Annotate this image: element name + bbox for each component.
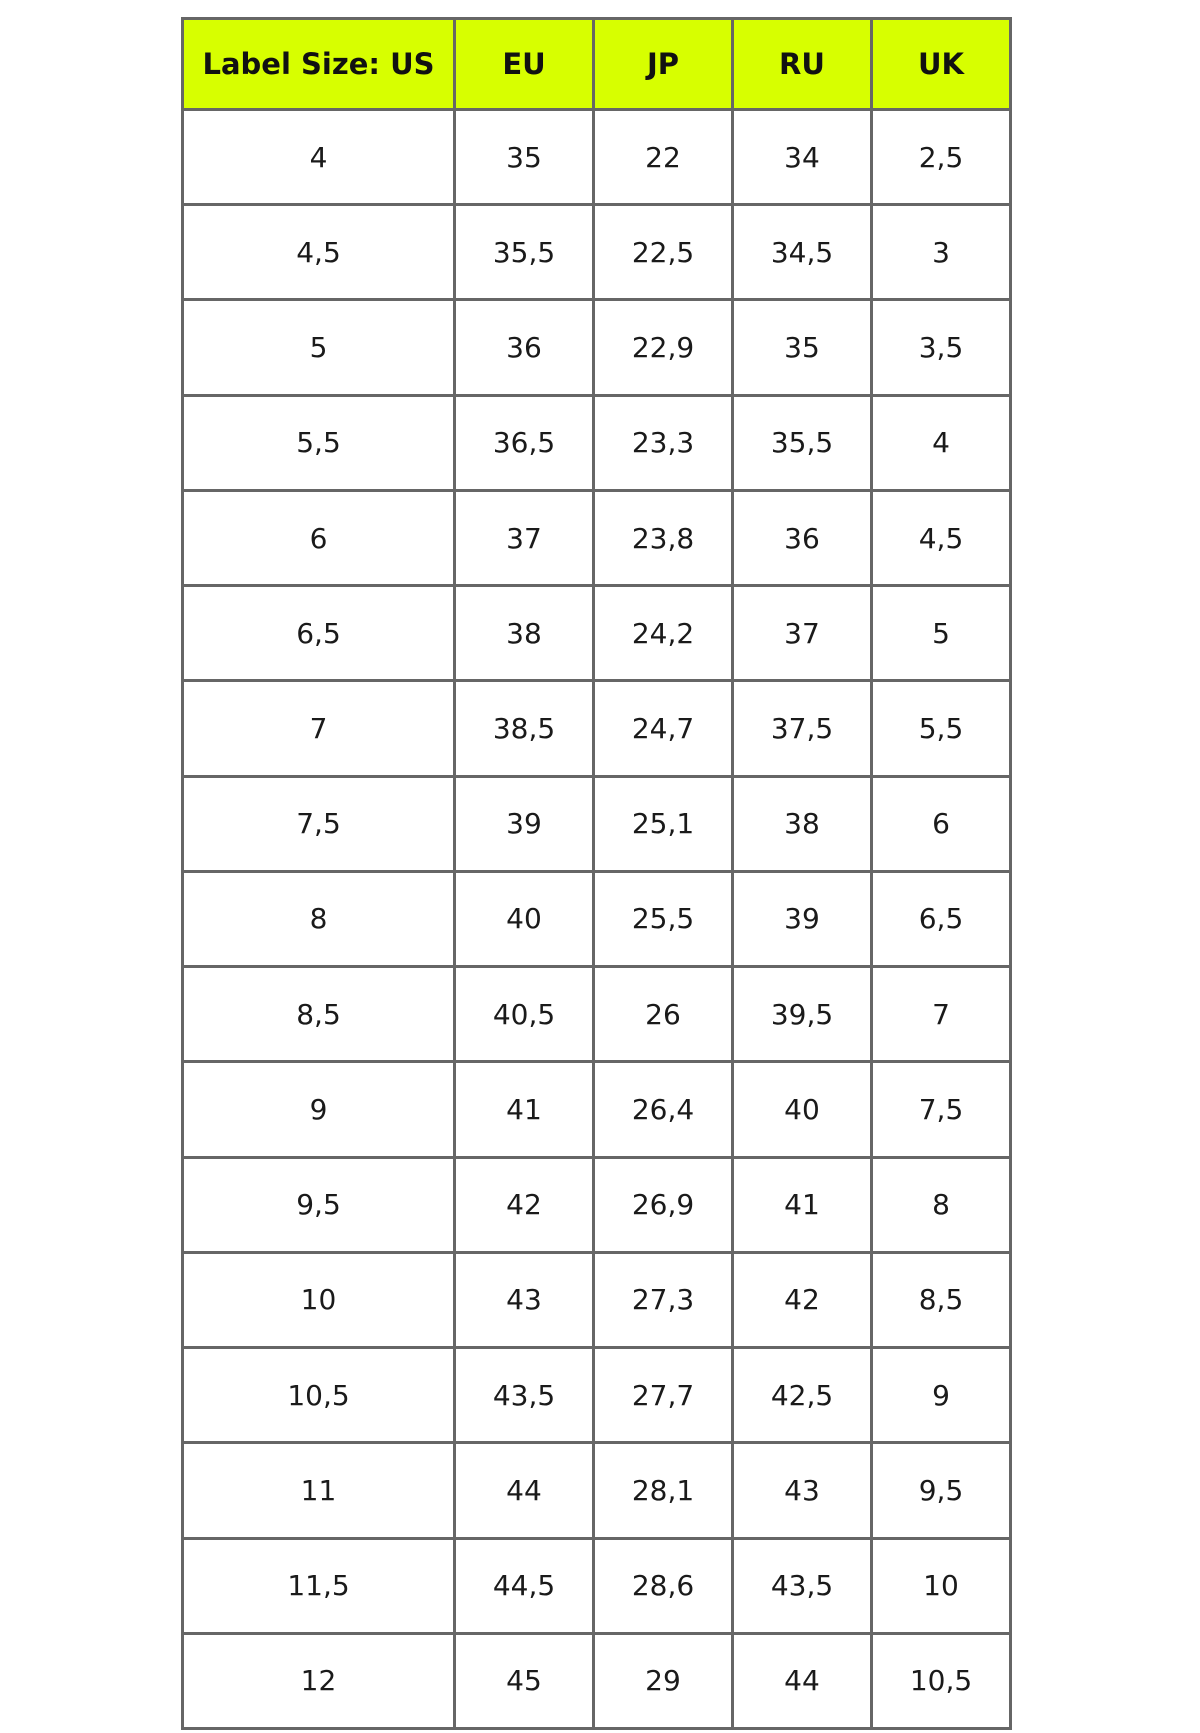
cell-us: 9 (183, 1062, 455, 1157)
cell-uk: 9,5 (872, 1443, 1011, 1538)
cell-uk: 7,5 (872, 1062, 1011, 1157)
table-row (183, 490, 1011, 585)
table-row (183, 1252, 1011, 1347)
cell-eu: 37 (455, 490, 594, 585)
cell-uk: 6 (872, 776, 1011, 871)
header-row (183, 19, 1011, 110)
cell-ru: 37 (733, 586, 872, 681)
cell-us: 11,5 (183, 1538, 455, 1633)
cell-us: 5,5 (183, 395, 455, 490)
cell-eu: 36,5 (455, 395, 594, 490)
cell-jp: 25,1 (594, 776, 733, 871)
cell-eu: 36 (455, 300, 594, 395)
cell-uk: 6,5 (872, 871, 1011, 966)
cell-ru: 36 (733, 490, 872, 585)
cell-jp: 28,1 (594, 1443, 733, 1538)
cell-jp: 22 (594, 110, 733, 205)
cell-jp: 22,5 (594, 205, 733, 300)
header-ru: RU (733, 19, 872, 110)
cell-ru: 34,5 (733, 205, 872, 300)
cell-jp: 28,6 (594, 1538, 733, 1633)
table-row (183, 586, 1011, 681)
cell-eu: 38,5 (455, 681, 594, 776)
cell-eu: 35 (455, 110, 594, 205)
cell-eu: 35,5 (455, 205, 594, 300)
cell-us: 8,5 (183, 967, 455, 1062)
cell-us: 7,5 (183, 776, 455, 871)
table-row (183, 1538, 1011, 1633)
cell-eu: 43,5 (455, 1348, 594, 1443)
cell-uk: 7 (872, 967, 1011, 1062)
cell-ru: 44 (733, 1633, 872, 1728)
cell-ru: 35 (733, 300, 872, 395)
cell-jp: 26,9 (594, 1157, 733, 1252)
cell-us: 6,5 (183, 586, 455, 681)
cell-ru: 42,5 (733, 1348, 872, 1443)
cell-us: 4 (183, 110, 455, 205)
table-row (183, 395, 1011, 490)
cell-ru: 40 (733, 1062, 872, 1157)
cell-uk: 4,5 (872, 490, 1011, 585)
cell-uk: 4 (872, 395, 1011, 490)
cell-us: 11 (183, 1443, 455, 1538)
header-uk: UK (872, 19, 1011, 110)
cell-ru: 39 (733, 871, 872, 966)
cell-us: 6 (183, 490, 455, 585)
cell-us: 4,5 (183, 205, 455, 300)
cell-ru: 41 (733, 1157, 872, 1252)
table-row (183, 967, 1011, 1062)
table-row (183, 1062, 1011, 1157)
cell-eu: 44 (455, 1443, 594, 1538)
cell-uk: 10,5 (872, 1633, 1011, 1728)
header-us: Label Size: US (183, 19, 455, 110)
cell-eu: 40 (455, 871, 594, 966)
cell-jp: 29 (594, 1633, 733, 1728)
cell-us: 10 (183, 1252, 455, 1347)
cell-ru: 35,5 (733, 395, 872, 490)
cell-ru: 38 (733, 776, 872, 871)
table-row (183, 1633, 1011, 1728)
cell-us: 9,5 (183, 1157, 455, 1252)
table-row (183, 300, 1011, 395)
table-row (183, 205, 1011, 300)
cell-eu: 39 (455, 776, 594, 871)
cell-us: 5 (183, 300, 455, 395)
cell-uk: 9 (872, 1348, 1011, 1443)
cell-ru: 39,5 (733, 967, 872, 1062)
size-conversion-table (181, 17, 1012, 1730)
cell-eu: 44,5 (455, 1538, 594, 1633)
table-row (183, 776, 1011, 871)
table-header (183, 19, 1011, 110)
cell-ru: 42 (733, 1252, 872, 1347)
cell-uk: 8 (872, 1157, 1011, 1252)
cell-us: 7 (183, 681, 455, 776)
cell-jp: 25,5 (594, 871, 733, 966)
cell-jp: 27,7 (594, 1348, 733, 1443)
cell-jp: 26,4 (594, 1062, 733, 1157)
table-body (183, 110, 1011, 1729)
cell-eu: 41 (455, 1062, 594, 1157)
cell-us: 8 (183, 871, 455, 966)
cell-ru: 34 (733, 110, 872, 205)
cell-eu: 40,5 (455, 967, 594, 1062)
cell-ru: 37,5 (733, 681, 872, 776)
cell-eu: 42 (455, 1157, 594, 1252)
cell-us: 12 (183, 1633, 455, 1728)
cell-jp: 23,8 (594, 490, 733, 585)
table-row (183, 110, 1011, 205)
cell-uk: 3 (872, 205, 1011, 300)
header-jp: JP (594, 19, 733, 110)
table-row (183, 1348, 1011, 1443)
cell-uk: 8,5 (872, 1252, 1011, 1347)
header-eu: EU (455, 19, 594, 110)
cell-jp: 26 (594, 967, 733, 1062)
cell-uk: 2,5 (872, 110, 1011, 205)
cell-uk: 5 (872, 586, 1011, 681)
cell-jp: 23,3 (594, 395, 733, 490)
table-row (183, 1157, 1011, 1252)
cell-jp: 24,2 (594, 586, 733, 681)
cell-uk: 10 (872, 1538, 1011, 1633)
cell-eu: 38 (455, 586, 594, 681)
cell-ru: 43,5 (733, 1538, 872, 1633)
table-row (183, 871, 1011, 966)
cell-eu: 43 (455, 1252, 594, 1347)
cell-uk: 5,5 (872, 681, 1011, 776)
table-row (183, 1443, 1011, 1538)
cell-jp: 27,3 (594, 1252, 733, 1347)
cell-ru: 43 (733, 1443, 872, 1538)
cell-jp: 22,9 (594, 300, 733, 395)
cell-eu: 45 (455, 1633, 594, 1728)
table-row (183, 681, 1011, 776)
cell-us: 10,5 (183, 1348, 455, 1443)
cell-uk: 3,5 (872, 300, 1011, 395)
cell-jp: 24,7 (594, 681, 733, 776)
